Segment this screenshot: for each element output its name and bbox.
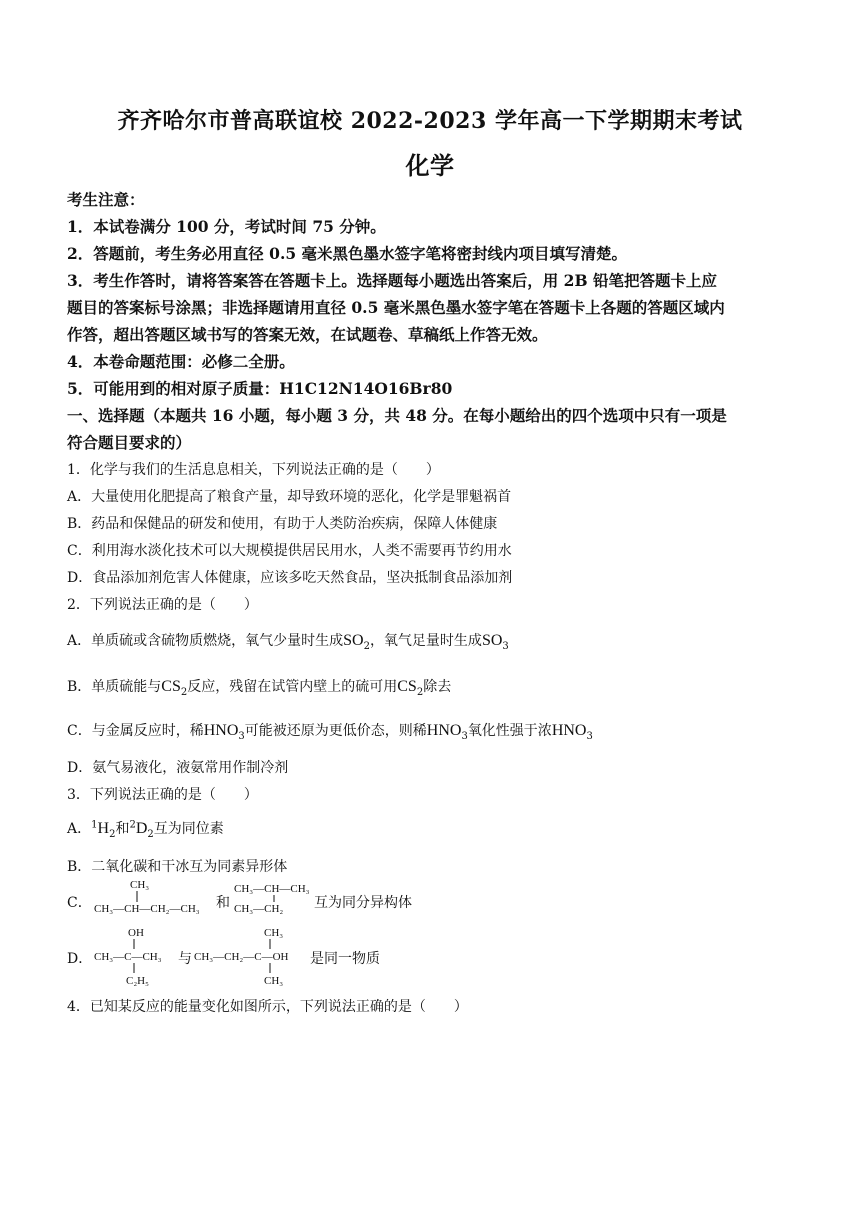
svg-text:OH: OH xyxy=(128,927,144,939)
q3-option-a: A．$^1H_2$和$^2D_2$互为同位素 xyxy=(67,819,224,840)
q3-c-structure-1 xyxy=(94,876,216,920)
notice-item: 题目的答案标号涂黑；非选择题请用直径 0.5 毫米黑色墨水签字笔在答题卡上各题的答题区域内 xyxy=(67,298,725,317)
q3-option-c-label: C． xyxy=(67,895,92,911)
q3-option-d-tail: 是同一物质 xyxy=(310,951,380,967)
notice-item: 1．本试卷满分 100 分，考试时间 75 分钟。 xyxy=(67,217,386,236)
notice-heading: 考生注意： xyxy=(67,190,145,209)
q1-option-c: C．利用海水淡化技术可以大规模提供居民用水，人类不需要再节约用水 xyxy=(67,543,512,559)
notice-item: 4．本卷命题范围：必修二全册。 xyxy=(67,352,295,371)
q2-option-c: C．与金属反应时，稀$HNO_3$可能被还原为更低价态，则稀$HNO_3$氧化性强于浓$HNO_3$ xyxy=(67,722,593,742)
q2-option-d: D．氨气易液化，液氨常用作制冷剂 xyxy=(67,760,289,776)
q3-d-structure-1 xyxy=(94,924,176,990)
svg-text:CH₃: CH₃ xyxy=(130,879,150,891)
q3-option-d-label: D． xyxy=(67,951,93,967)
svg-text:CH₃—C—CH₃: CH₃—C—CH₃ xyxy=(94,951,162,963)
svg-text:C₂H₅: C₂H₅ xyxy=(126,975,149,986)
q3-option-c-tail: 互为同分异构体 xyxy=(314,895,412,911)
q3-d-structure-2 xyxy=(194,924,310,990)
q2-stem: 2．下列说法正确的是（ ） xyxy=(67,597,258,613)
svg-text:CH₃: CH₃ xyxy=(264,927,284,939)
subject-title: 化学 xyxy=(405,151,455,180)
notice-item: 2．答题前，考生务必用直径 0.5 毫米黑色墨水签字笔将密封线内项目填写清楚。 xyxy=(67,244,628,263)
q2-option-b: B．单质硫能与$CS_2$反应，残留在试管内壁上的硫可用$CS_2$除去 xyxy=(67,678,452,698)
q2-option-a: A．单质硫或含硫物质燃烧，氧气少量时生成$SO_2$，氧气足量时生成$SO_3$ xyxy=(67,632,509,652)
svg-text:CH₃—CH₂: CH₃—CH₂ xyxy=(234,903,284,915)
q3-option-b: B．二氧化碳和干冰互为同素异形体 xyxy=(67,859,288,875)
section-heading: 一、选择题（本题共 16 小题，每小题 3 分，共 48 分。在每小题给出的四个选项中只有一项是 xyxy=(67,406,727,425)
notice-item: 3．考生作答时，请将答案答在答题卡上。选择题每小题选出答案后，用 2B 铅笔把答题卡上应 xyxy=(67,271,717,290)
svg-text:CH₃: CH₃ xyxy=(264,975,284,986)
q1-option-b: B．药品和保健品的研发和使用，有助于人类防治疾病，保障人体健康 xyxy=(67,516,498,532)
section-heading-cont: 符合题目要求的） xyxy=(67,433,192,452)
q3-c-structure-2 xyxy=(234,880,314,920)
notice-item: 作答，超出答题区域书写的答案无效，在试题卷、草稿纸上作答无效。 xyxy=(67,325,548,344)
q1-stem: 1．化学与我们的生活息息相关，下列说法正确的是（ ） xyxy=(67,462,440,478)
q3-option-c-and: 和 xyxy=(216,895,230,911)
q3-stem: 3．下列说法正确的是（ ） xyxy=(67,787,258,803)
q3-option-d-with: 与 xyxy=(178,951,192,967)
q1-option-a: A．大量使用化肥提高了粮食产量，却导致环境的恶化，化学是罪魁祸首 xyxy=(67,489,512,505)
exam-title: 齐齐哈尔市普高联谊校 2022-2023 学年高一下学期期末考试 xyxy=(117,108,743,134)
svg-text:CH₃—CH—CH₂—CH₃: CH₃—CH—CH₂—CH₃ xyxy=(94,903,200,915)
svg-text:CH₃—CH—CH₃: CH₃—CH—CH₃ xyxy=(234,883,310,895)
svg-text:CH₃—CH₂—C—OH: CH₃—CH₂—C—OH xyxy=(194,951,289,963)
q1-option-d: D．食品添加剂危害人体健康，应该多吃天然食品，坚决抵制食品添加剂 xyxy=(67,570,513,586)
notice-item: 5．可能用到的相对原子质量：H1C12N14O16Br80 xyxy=(67,379,453,398)
q4-stem: 4．已知某反应的能量变化如图所示，下列说法正确的是（ ） xyxy=(67,999,468,1015)
